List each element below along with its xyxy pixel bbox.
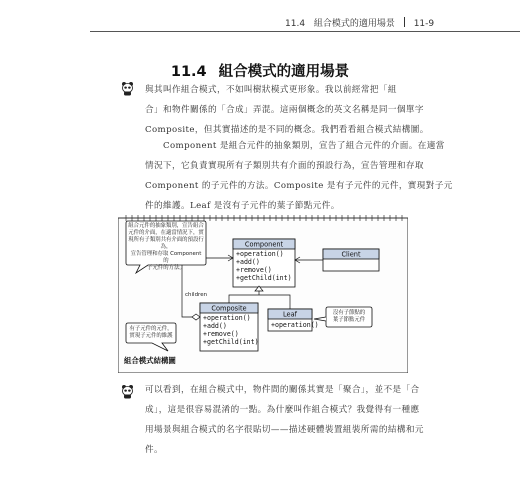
paragraph-line: 可以看到，在組合模式中，物件間的關係其實是「聚合」，並不是「合 — [145, 385, 420, 395]
leaf-note — [328, 310, 370, 324]
section-heading — [0, 60, 520, 81]
note-line: 實現子元件的維護 — [129, 333, 173, 339]
leaf-class-name: Leaf — [283, 310, 297, 319]
paragraph-line: 成」，這是很容易混淆的一點。為什麼叫作組合模式？我覺得有一種應 — [145, 405, 420, 415]
composite-note — [128, 326, 174, 340]
component-class-name: Component — [244, 240, 284, 249]
note-line: 組合元件的抽象類別，宣告組合 — [128, 223, 204, 229]
note-line: 元件的介面，在適當情況下，實 — [128, 230, 204, 236]
paragraph-line: 情況下，它負責實現所有子類別共有介面的預設行為，宣告管理和存取 — [145, 161, 424, 171]
note-line: 有子元件的元件， — [129, 326, 173, 332]
client-class — [323, 249, 379, 271]
composite-method: +remove() — [203, 330, 239, 338]
paragraph-2 — [145, 136, 451, 216]
paragraph-line: 件。 — [145, 445, 163, 455]
panda-icon — [121, 384, 134, 399]
note-line: 葉子節點元件 — [332, 317, 366, 323]
uml-figure — [118, 213, 408, 373]
note-line: 宣告管理和存取 Component 的 — [130, 251, 202, 264]
panda-icon — [121, 81, 134, 96]
header-page-number: 11-9 — [413, 19, 435, 29]
component-note — [128, 223, 204, 272]
composite-method: +add() — [203, 322, 227, 330]
section-title: 組合模式的適用場景 — [218, 64, 350, 80]
composite-method: +getChild(int) — [203, 338, 259, 346]
section-number: 11.4 — [170, 64, 207, 80]
paragraph-line: 合」和物件關係的「合成」弄混。這兩個概念的英文名稱是同一個單字 — [145, 105, 424, 115]
component-method: +getChild(int) — [236, 274, 292, 282]
figure-caption: 組合模式結構圖 — [124, 356, 176, 365]
note-line: 子元件的方法。 — [147, 265, 185, 271]
composite-class — [200, 303, 259, 351]
header-separator — [404, 17, 405, 27]
paragraph-line: 件的維護。Leaf 是沒有子元件的葉子節點元件。 — [145, 201, 340, 211]
client-class-name: Client — [341, 250, 361, 259]
note-line: 沒有子節點的 — [332, 310, 366, 316]
component-method: +add() — [236, 258, 260, 266]
paragraph-line: Component 的子元件的方法。Composite 是有子元件的元件，實現對子元 — [145, 181, 453, 191]
leaf-method: +operation() — [271, 321, 319, 329]
paragraph-line: 用場景與組合模式的名字很貼切——描述硬體裝置組裝所需的結構和元 — [145, 425, 424, 435]
running-header — [285, 16, 434, 29]
composite-class-name: Composite — [211, 304, 247, 313]
paragraph-line: Composite，但其實描述的是不同的概念。我們看看組合模式結構圖。 — [145, 125, 429, 135]
header-section-number: 11.4 — [285, 19, 306, 29]
paragraph-3 — [145, 380, 451, 460]
header-rule — [90, 31, 520, 32]
leaf-class — [268, 309, 319, 331]
paragraph-line: Component 是組合元件的抽象類別，宣告了組合元件的介面。在適當 — [163, 141, 445, 151]
header-section-title: 組合模式的適用場景 — [313, 19, 395, 29]
paragraph-line: 與其叫作組合模式，不如叫樹狀模式更形象。我以前經常把「組 — [145, 85, 397, 95]
component-class — [233, 239, 295, 287]
component-method: +operation() — [236, 250, 284, 258]
note-line: 現所有子類別共有介面的預設行為， — [128, 237, 204, 250]
paragraph-1 — [145, 80, 451, 140]
children-label: children — [185, 292, 208, 298]
composite-method: +operation() — [203, 314, 251, 322]
component-method: +remove() — [236, 266, 272, 274]
